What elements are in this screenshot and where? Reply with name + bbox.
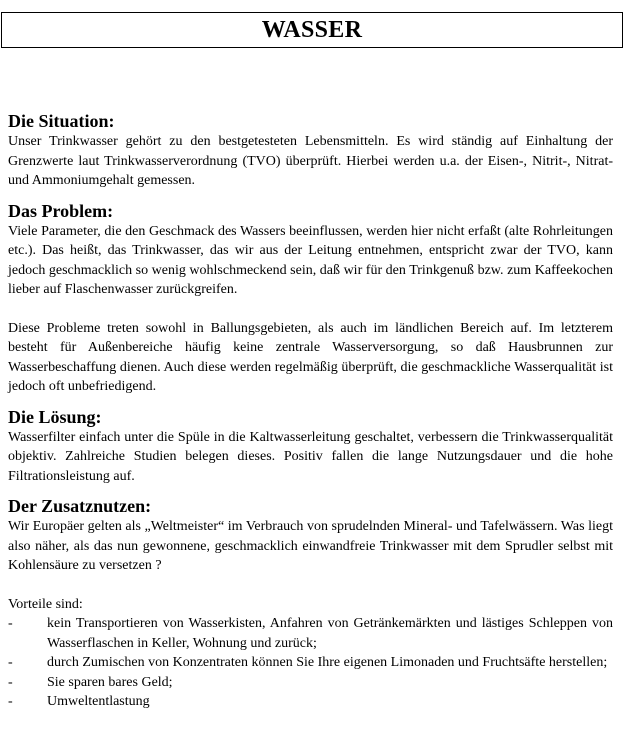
list-item (8, 673, 613, 693)
list-dash: - (8, 674, 13, 690)
list-item-text: kein Transportieren von Wasserkisten, Anfahren von Getränkemärkten und lästiges Schleppen von Wasserflaschen in Keller, Wohnung und zurück; (47, 616, 613, 651)
title-box (1, 12, 623, 48)
advantages-list (8, 614, 613, 712)
problem-paragraph-1: Viele Parameter, die den Geschmack des Wassers beeinflussen, werden hier nicht erfaßt (alte Rohrleitungen etc.). Das heißt, das Trinkwasser, das wir aus der Leitung entnehmen, entspricht zwar der TVO, kann jedoch geschmacklich so wenig wohlschmeckend sein, daß wir für den Trinkgenuß bzw. zum Kaffeekochen lieber auf Flaschenwasser zurückgreifen. (8, 223, 613, 297)
advantages-intro: Vorteile sind: (8, 596, 83, 612)
section-heading-solution: Die Lösung: (8, 406, 102, 427)
section-heading-problem: Das Problem: (8, 200, 114, 221)
list-item (8, 614, 613, 653)
page-title: WASSER (261, 16, 363, 43)
benefit-paragraph: Wir Europäer gelten als „Weltmeister“ im Verbrauch von sprudelnden Mineral- und Tafelwässern. Was liegt also näher, als das nun gewonnene, geschmacklich einwandfreie Trinkwasser mit dem Sprudler selbst mit Kohlensäure zu versetzen ? (8, 519, 613, 573)
list-dash: - (8, 655, 13, 670)
list-item (8, 653, 613, 673)
section-heading-situation: Die Situation: (8, 111, 115, 131)
solution-paragraph: Wasserfilter einfach unter die Spüle in die Kaltwasserleitung geschaltet, verbessern die Trinkwasserqualität objektiv. Zahlreiche Studien belegen dieses. Positiv fallen die lange Nutzungsdauer und die hohe Filtrationsleistung auf. (8, 429, 613, 484)
section-heading-benefit: Der Zusatznutzen: (8, 496, 152, 516)
situation-paragraph: Unser Trinkwasser gehört zu den bestgetesteten Lebensmitteln. Es wird ständig auf Einhaltung der Grenzwerte laut Trinkwasserverordnung (TVO) überprüft. Hierbei werden u.a. der Eisen-, Nitrit-, Nitrat- und Ammoniumgehalt gemessen. (8, 134, 613, 188)
list-item-text: durch Zumischen von Konzentraten können Sie Ihre eigenen Limonaden und Fruchtsäfte herstellen; (47, 655, 608, 670)
list-item-text: Umweltentlastung (47, 694, 150, 709)
list-item (8, 692, 613, 712)
list-dash: - (8, 694, 13, 709)
document-body (8, 110, 613, 712)
problem-paragraph-2: Diese Probleme treten sowohl in Ballungsgebieten, als auch im ländlichen Bereich auf. Im letzterem besteht für Außenbereiche häufig keine zentrale Wasserversorgung, so daß Hausbrunnen zur Wasserbeschaffung dienen. Auch diese werden regelmäßig überprüft, die geschmackliche Wasserqualität ist jedoch oft unbefriedigend. (8, 320, 613, 394)
list-item-text: Sie sparen bares Geld; (47, 674, 173, 690)
list-dash: - (8, 616, 13, 631)
